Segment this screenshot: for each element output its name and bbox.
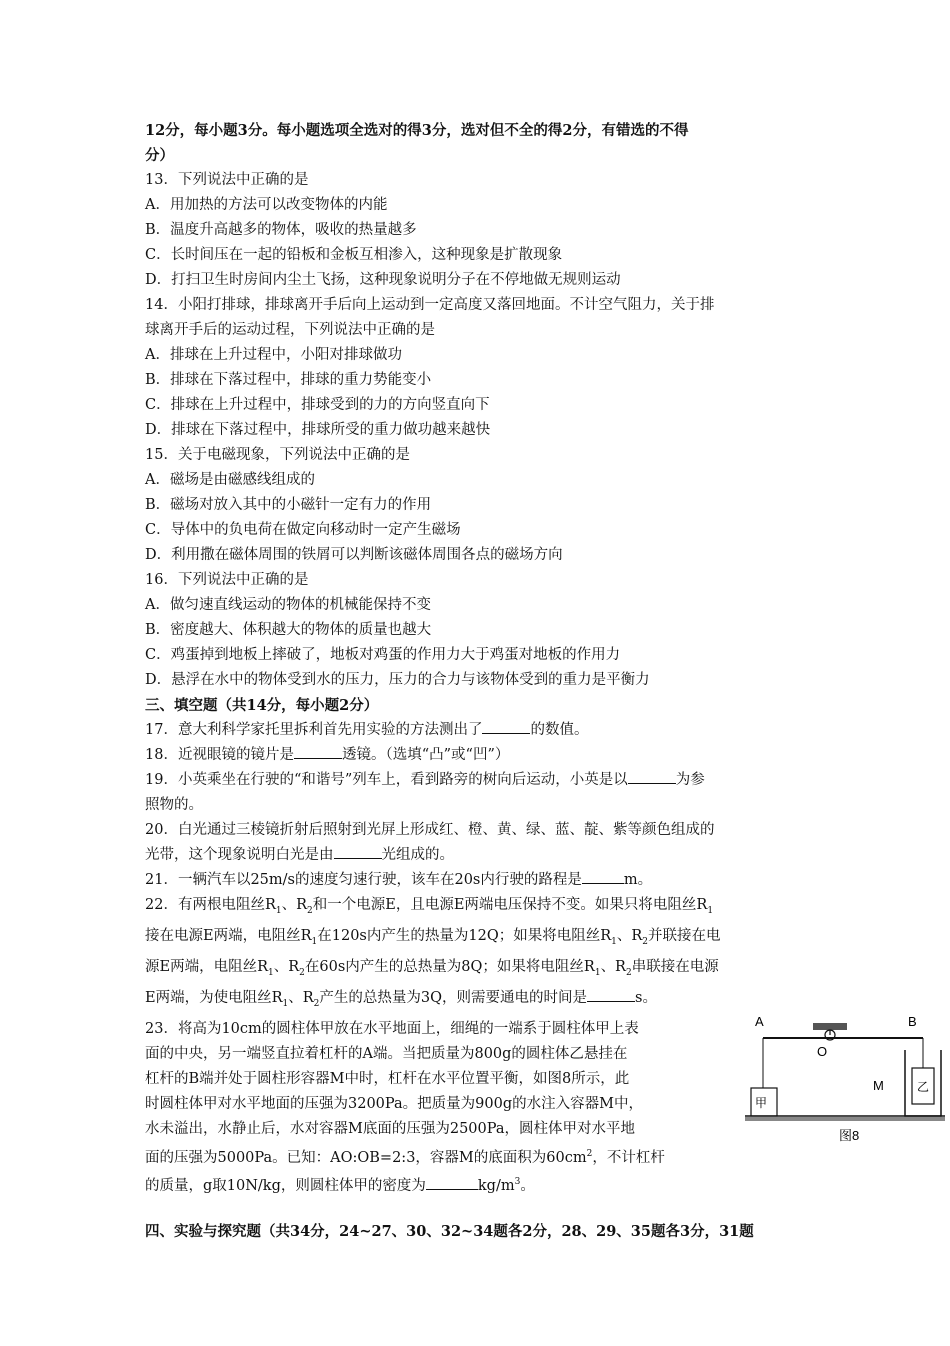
q22-blank[interactable]: [587, 987, 635, 1002]
q23-line6: 面的压强为5000Pa。已知：AO:OB=2:3，容器M的底面积为$60cm^2$，不计杠杆: [145, 1148, 665, 1166]
section-header-line1: 12分，每小题3分。每小题选项全选对的得3分，选对但不全的得2分，有错选的不得: [145, 122, 689, 139]
section3-heading: 三、填空题（共14分，每小题2分）: [145, 697, 379, 714]
q14-option-b: B．排球在下落过程中，排球的重力势能变小: [145, 372, 432, 388]
q22-line2: 接在电源E两端，电阻丝$R_1$在120s内产生的热量为12Q；如果将电阻丝$R_1$、$R_2$并联接在电: [145, 927, 721, 947]
label-m: M: [873, 1078, 884, 1093]
q23-line2: 面的中央，另一端竖直拉着杠杆的A端。当把质量为800g的圆柱体乙悬挂在: [145, 1045, 628, 1062]
figure-caption: 图8: [839, 1128, 860, 1143]
q19-blank[interactable]: [628, 769, 676, 784]
q21: 21．一辆汽车以25m/s的速度匀速行驶，该车在20s内行驶的路程是 m。: [145, 868, 810, 893]
label-b: B: [908, 1014, 917, 1029]
q19-line2: 照物的。: [145, 797, 203, 813]
section-header-line2: 分）: [145, 147, 174, 164]
q14-stem-line2: 球离开手后的运动过程，下列说法中正确的是: [145, 322, 435, 338]
section4-heading: 四、实验与探究题（共34分，24~27、30、32~34题各2分，28、29、35题各3分，31题: [145, 1223, 754, 1241]
q20-line2: 光带，这个现象说明白光是由 光组成的。: [145, 843, 810, 868]
q15-option-d: D．利用撒在磁体周围的铁屑可以判断该磁体周围各点的磁场方向: [145, 547, 563, 563]
q19-line1: 19．小英乘坐在行驶的“和谐号”列车上，看到路旁的树向后运动，小英是以 为参: [145, 768, 810, 793]
q13-option-b: B．温度升高越多的物体，吸收的热量越多: [145, 222, 417, 238]
q23-line5: 水未溢出，水静止后，水对容器M底面的压强为2500Pa，圆柱体甲对水平地: [145, 1120, 635, 1137]
q23-line7: 的质量，g取10N/kg，则圆柱体甲的密度为 $kg/m^3$。: [145, 1170, 735, 1199]
figure-8-lever-diagram: [745, 1010, 945, 1150]
q15-option-b: B．磁场对放入其中的小磁针一定有力的作用: [145, 497, 432, 513]
q17-blank[interactable]: [482, 719, 530, 734]
q13-option-d: D．打扫卫生时房间内尘土飞扬，这种现象说明分子在不停地做无规则运动: [145, 272, 621, 288]
q13-stem: 13．下列说法中正确的是: [145, 172, 309, 188]
label-o: O: [817, 1044, 828, 1059]
q14-option-a: A．排球在上升过程中，小阳对排球做功: [145, 347, 402, 363]
label-jia: 甲: [755, 1096, 768, 1110]
q23-block: [145, 1017, 735, 1200]
q15-option-a: A．磁场是由磁感线组成的: [145, 472, 315, 488]
label-yi: 乙: [917, 1080, 930, 1094]
q20-line1: 20．白光通过三棱镜折射后照射到光屏上形成红、橙、黄、绿、蓝、靛、紫等颜色组成的: [145, 822, 715, 838]
q16-option-c: C．鸡蛋掉到地板上摔破了，地板对鸡蛋的作用力大于鸡蛋对地板的作用力: [145, 647, 621, 663]
q15-stem: 15．关于电磁现象，下列说法中正确的是: [145, 447, 410, 463]
q22-line3: 源E两端，电阻丝$R_1$、$R_2$在60s内产生的总热量为8Q；如果将电阻丝$R_1$、$R_2$串联接在电源: [145, 958, 719, 978]
q21-blank[interactable]: [582, 869, 624, 884]
q17: 17．意大利科学家托里拆利首先用实验的方法测出了 的数值。: [145, 718, 810, 743]
q14-option-c: C．排球在上升过程中，排球受到的力的方向竖直向下: [145, 397, 490, 413]
q23-line4: 时圆柱体甲对水平地面的压强为3200Pa。把质量为900g的水注入容器M中，: [145, 1095, 643, 1112]
q23-line1: 23．将高为10cm的圆柱体甲放在水平地面上，细绳的一端系于圆柱体甲上表: [145, 1020, 639, 1037]
q18: 18．近视眼镜的镜片是 透镜。（选填“凸”或“凹”）: [145, 743, 810, 768]
q23-line3: 杠杆的B端并处于圆柱形容器M中时，杠杆在水平位置平衡，如图8所示，此: [145, 1070, 630, 1087]
q23-blank[interactable]: [426, 1175, 478, 1190]
q14-stem-line1: 14．小阳打排球，排球离开手后向上运动到一定高度又落回地面。不计空气阻力，关于排: [145, 297, 715, 313]
q15-option-c: C．导体中的负电荷在做定向移动时一定产生磁场: [145, 522, 461, 538]
q22-line1: 22．有两根电阻丝$R_1$、$R_2$和一个电源E，且电源E两端电压保持不变。如果只将电阻丝$R_1$: [145, 897, 714, 916]
q13-option-a: A．用加热的方法可以改变物体的内能: [145, 197, 388, 213]
q20-blank[interactable]: [334, 844, 382, 859]
q22-line4: E两端，为使电阻丝$R_1$、$R_2$产生的总热量为3Q，则需要通电的时间是 s。: [145, 986, 810, 1017]
q16-option-d: D．悬浮在水中的物体受到水的压力，压力的合力与该物体受到的重力是平衡力: [145, 672, 650, 688]
q16-option-a: A．做匀速直线运动的物体的机械能保持不变: [145, 597, 431, 613]
ground-hatch: [745, 1117, 945, 1121]
q13-option-c: C．长时间压在一起的铅板和金板互相渗入，这种现象是扩散现象: [145, 247, 563, 263]
q16-stem: 16．下列说法中正确的是: [145, 572, 309, 588]
label-a: A: [755, 1014, 764, 1029]
q14-option-d: D．排球在下落过程中，排球所受的重力做功越来越快: [145, 422, 491, 438]
ceiling-mount: [813, 1023, 847, 1030]
q16-option-b: B．密度越大、体积越大的物体的质量也越大: [145, 622, 432, 638]
exam-page: [145, 118, 810, 1244]
q18-blank[interactable]: [294, 744, 342, 759]
